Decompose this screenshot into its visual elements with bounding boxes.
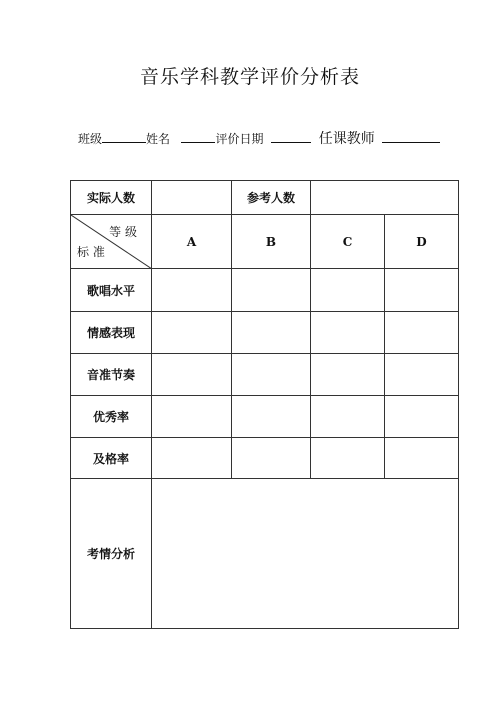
cell[interactable] <box>152 312 232 354</box>
cell[interactable] <box>385 354 459 396</box>
teacher-field[interactable] <box>382 130 440 143</box>
name-label: 姓名 <box>146 132 171 146</box>
cell[interactable] <box>385 269 459 312</box>
date-field[interactable] <box>271 130 311 143</box>
ref-count-field[interactable] <box>311 181 459 215</box>
cell[interactable] <box>311 396 385 438</box>
table-row <box>71 354 459 396</box>
table-row <box>71 269 459 312</box>
class-label: 班级 <box>78 132 103 146</box>
standard-label: 标 准 <box>77 245 105 259</box>
cell[interactable] <box>311 269 385 312</box>
header-info-line <box>78 128 440 148</box>
grade-c-header: C <box>311 215 385 269</box>
cell[interactable] <box>311 312 385 354</box>
actual-count-label: 实际人数 <box>71 181 152 215</box>
cell[interactable] <box>311 354 385 396</box>
cell[interactable] <box>152 396 232 438</box>
table-row <box>71 312 459 354</box>
cell[interactable] <box>311 438 385 479</box>
date-label: 评价日期 <box>215 132 264 146</box>
cell[interactable] <box>152 269 232 312</box>
analysis-label: 考情分析 <box>71 479 152 629</box>
grade-a-header: A <box>152 215 232 269</box>
evaluation-table <box>70 180 459 629</box>
page-title: 音乐学科教学评价分析表 <box>139 66 360 88</box>
analysis-field[interactable] <box>152 479 459 629</box>
row-label-pass-rate: 及格率 <box>71 438 152 479</box>
cell[interactable] <box>152 438 232 479</box>
row-label-emotion: 情感表现 <box>71 312 152 354</box>
teacher-label: 任课教师 <box>318 131 375 147</box>
actual-count-field[interactable] <box>152 181 232 215</box>
row-label-pitch-rhythm: 音准节奏 <box>71 354 152 396</box>
cell[interactable] <box>232 438 311 479</box>
ref-count-label: 参考人数 <box>232 181 311 215</box>
cell[interactable] <box>232 312 311 354</box>
name-field[interactable] <box>181 130 215 143</box>
cell[interactable] <box>152 354 232 396</box>
count-row <box>71 181 459 215</box>
cell[interactable] <box>232 269 311 312</box>
cell[interactable] <box>385 396 459 438</box>
cell[interactable] <box>385 312 459 354</box>
grade-b-header: B <box>232 215 311 269</box>
analysis-row <box>71 479 459 629</box>
cell[interactable] <box>232 396 311 438</box>
cell[interactable] <box>232 354 311 396</box>
grade-header-row <box>71 215 459 269</box>
diagonal-header-cell <box>71 215 152 269</box>
grade-label: 等 级 <box>109 225 137 239</box>
class-field[interactable] <box>102 130 146 143</box>
row-label-excellence-rate: 优秀率 <box>71 396 152 438</box>
table-row <box>71 396 459 438</box>
grade-d-header: D <box>385 215 459 269</box>
row-label-singing: 歌唱水平 <box>71 269 152 312</box>
cell[interactable] <box>385 438 459 479</box>
table-row <box>71 438 459 479</box>
